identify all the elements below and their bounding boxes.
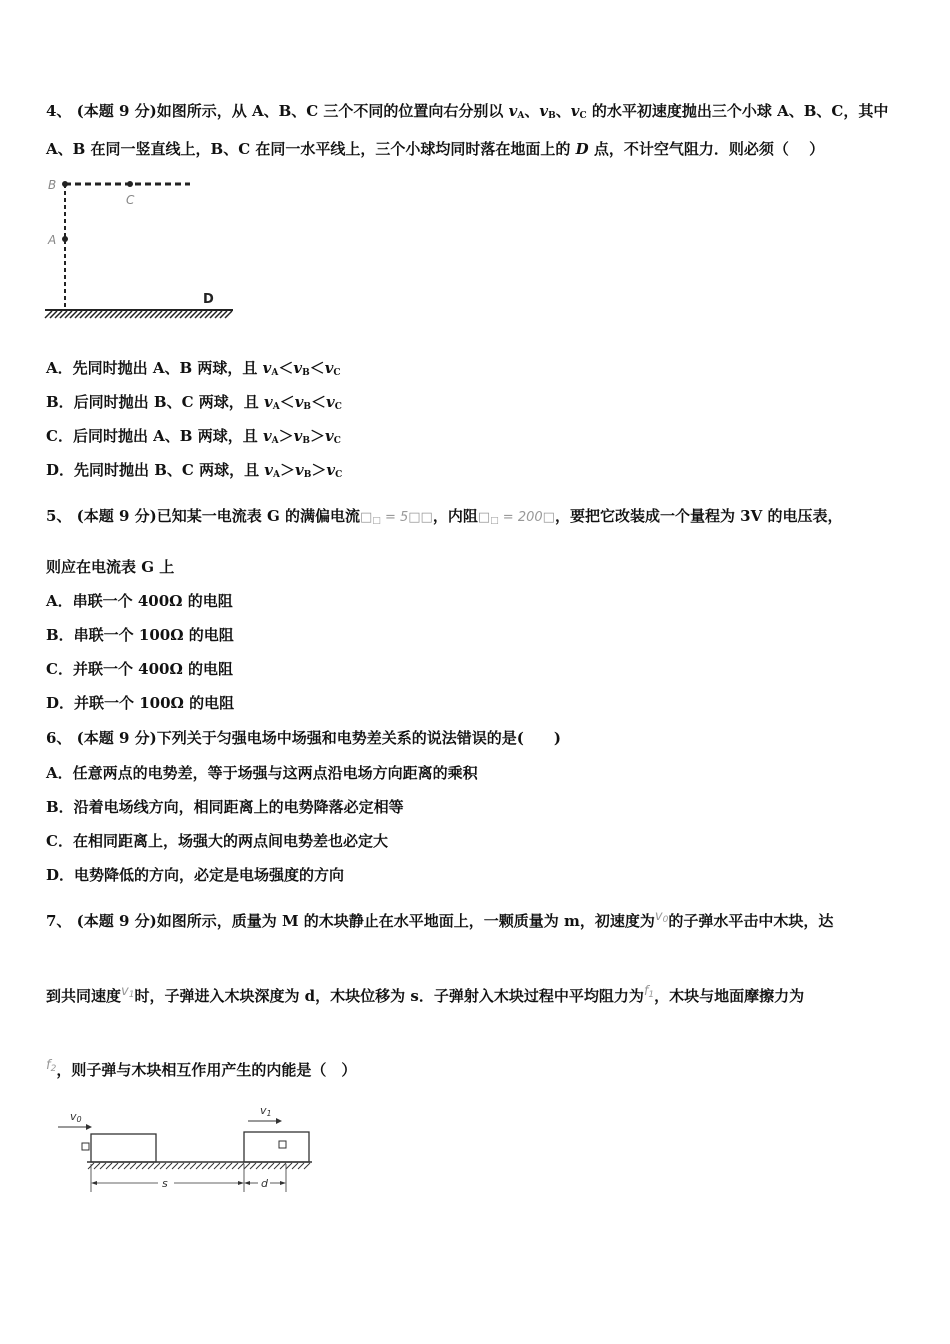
hatch-mark — [118, 1163, 124, 1169]
hatch-mark — [298, 1163, 304, 1169]
hatch-mark — [112, 1163, 118, 1169]
hatch-mark — [166, 1163, 172, 1169]
hatch-mark — [262, 1163, 268, 1169]
hatch-mark — [292, 1163, 298, 1169]
hatch-mark — [190, 1163, 196, 1169]
hatch-mark — [268, 1163, 274, 1169]
q4-projectile-figure — [40, 172, 240, 327]
label-c: C — [126, 193, 135, 207]
ball-a — [62, 236, 68, 242]
hatch-mark — [208, 1163, 214, 1169]
q6-option[interactable]: B．沿着电场线方向，相同距离上的电势降落必定相等 — [46, 798, 404, 816]
hatch-mark — [106, 1163, 112, 1169]
q5-option[interactable]: B．串联一个 100Ω 的电阻 — [46, 626, 234, 644]
symbol-f2: $f_2$ — [46, 1058, 57, 1074]
hatch-mark — [214, 1163, 220, 1169]
hatch-mark — [226, 1163, 232, 1169]
hatch-mark — [124, 1163, 130, 1169]
dim-d-arrow-right — [280, 1181, 286, 1185]
q5-option[interactable]: A．串联一个 400Ω 的电阻 — [46, 592, 233, 610]
ground-hatching — [88, 1163, 310, 1169]
hatch-mark — [256, 1163, 262, 1169]
label-d: D — [203, 292, 214, 307]
hatch-mark — [142, 1163, 148, 1169]
q4-stem-line2: A、B 在同一竖直线上，B、C 在同一水平线上，三个小球均同时落在地面上的 D 点，不计空气阻力．则必须（ ） — [46, 140, 825, 158]
hatch-mark — [304, 1163, 310, 1169]
q5-stem-line1: 5、 (本题 9 分)已知某一电流表 G 的满偏电流$□_□$ = 5□□，内阻$□_□$ = 200□，要把它改装成一个量程为 3V 的电压表， — [46, 507, 843, 526]
hatch-mark — [100, 1163, 106, 1169]
hatch-mark — [196, 1163, 202, 1169]
hatch-mark — [220, 1163, 226, 1169]
q4-option[interactable]: D．先同时抛出 B、C 两球，且 $v_A>v_B>v_C$ — [46, 461, 343, 480]
hatch-mark — [130, 1163, 136, 1169]
hatch-mark — [274, 1163, 280, 1169]
hatch-mark — [160, 1163, 166, 1169]
q7-bullet-block-figure — [50, 1100, 320, 1200]
block-initial — [91, 1134, 156, 1162]
symbol-v1: $v_1$ — [121, 984, 135, 1000]
ball-b — [62, 181, 68, 187]
label-d: d — [261, 1177, 268, 1190]
label-s: s — [162, 1177, 168, 1190]
bullet-initial — [82, 1143, 89, 1150]
hatch-mark — [244, 1163, 250, 1169]
arrow-v1-head — [276, 1118, 282, 1124]
hatch-mark — [238, 1163, 244, 1169]
hatch-mark — [232, 1163, 238, 1169]
label-v0: v0 — [70, 1110, 82, 1124]
dim-s-arrow-right — [238, 1181, 244, 1185]
q4-option[interactable]: A．先同时抛出 A、B 两球，且 $v_A<v_B<v_C$ — [46, 359, 341, 378]
q6-stem: 6、 (本题 9 分)下列关于匀强电场中场强和电势差关系的说法错误的是( ) — [46, 729, 561, 747]
label-v1: v1 — [260, 1104, 272, 1118]
hatch-mark — [280, 1163, 286, 1169]
q4-stem-line1: 4、 (本题 9 分)如图所示，从 A、B、C 三个不同的位置向右分别以 $v_A$、$v_B$、$v_C$ 的水平初速度抛出三个小球 A、B、C，其中 — [46, 102, 889, 121]
ball-c — [127, 181, 133, 187]
hatch-mark — [202, 1163, 208, 1169]
q5-option[interactable]: D．并联一个 100Ω 的电阻 — [46, 694, 235, 712]
dim-d-arrow-left — [244, 1181, 250, 1185]
hatch-mark — [172, 1163, 178, 1169]
broken-formula-rg: $□_□$ = 200□ — [477, 510, 555, 526]
block-final — [244, 1132, 309, 1162]
q7-stem-line3: $f_2$，则子弹与木块相互作用产生的内能是（ ） — [46, 1058, 357, 1079]
hatch-mark — [136, 1163, 142, 1169]
hatch-mark — [184, 1163, 190, 1169]
q4-option[interactable]: B．后同时抛出 B、C 两球，且 $v_A<v_B<v_C$ — [46, 393, 342, 412]
q5-stem-line2: 则应在电流表 G 上 — [46, 558, 175, 576]
hatch-mark — [154, 1163, 160, 1169]
q6-option[interactable]: D．电势降低的方向，必定是电场强度的方向 — [46, 866, 345, 884]
hatch-mark — [148, 1163, 154, 1169]
label-a: A — [48, 233, 57, 247]
ground-hatching — [45, 311, 232, 318]
broken-formula-ig: $□_□$ = 5□□ — [360, 510, 433, 526]
q4-option[interactable]: C．后同时抛出 A、B 两球，且 $v_A>v_B>v_C$ — [46, 427, 341, 446]
q6-option[interactable]: C．在相同距离上，场强大的两点间电势差也必定大 — [46, 832, 388, 850]
hatch-mark — [286, 1163, 292, 1169]
symbol-v0: $v_0$ — [654, 909, 669, 925]
q5-option[interactable]: C．并联一个 400Ω 的电阻 — [46, 660, 234, 678]
hatch-mark — [94, 1163, 100, 1169]
dim-s-arrow-left — [91, 1181, 97, 1185]
hatch-mark — [250, 1163, 256, 1169]
arrow-v0-head — [86, 1124, 92, 1130]
label-b: B — [48, 178, 57, 192]
q7-stem-line2: 到共同速度$v_1$时，子弹进入木块深度为 d，木块位移为 s．子弹射入木块过程中平均阻力为$f_1$，木块与地面摩擦力为 — [46, 984, 805, 1005]
hatch-mark — [178, 1163, 184, 1169]
q7-stem-line1: 7、 (本题 9 分)如图所示，质量为 M 的木块静止在水平地面上，一颗质量为 m，初速度为$v_0$的子弹水平击中木块，达 — [46, 909, 834, 930]
symbol-f1: $f_1$ — [643, 984, 655, 1000]
q6-option[interactable]: A．任意两点的电势差，等于场强与这两点沿电场方向距离的乘积 — [46, 764, 478, 782]
